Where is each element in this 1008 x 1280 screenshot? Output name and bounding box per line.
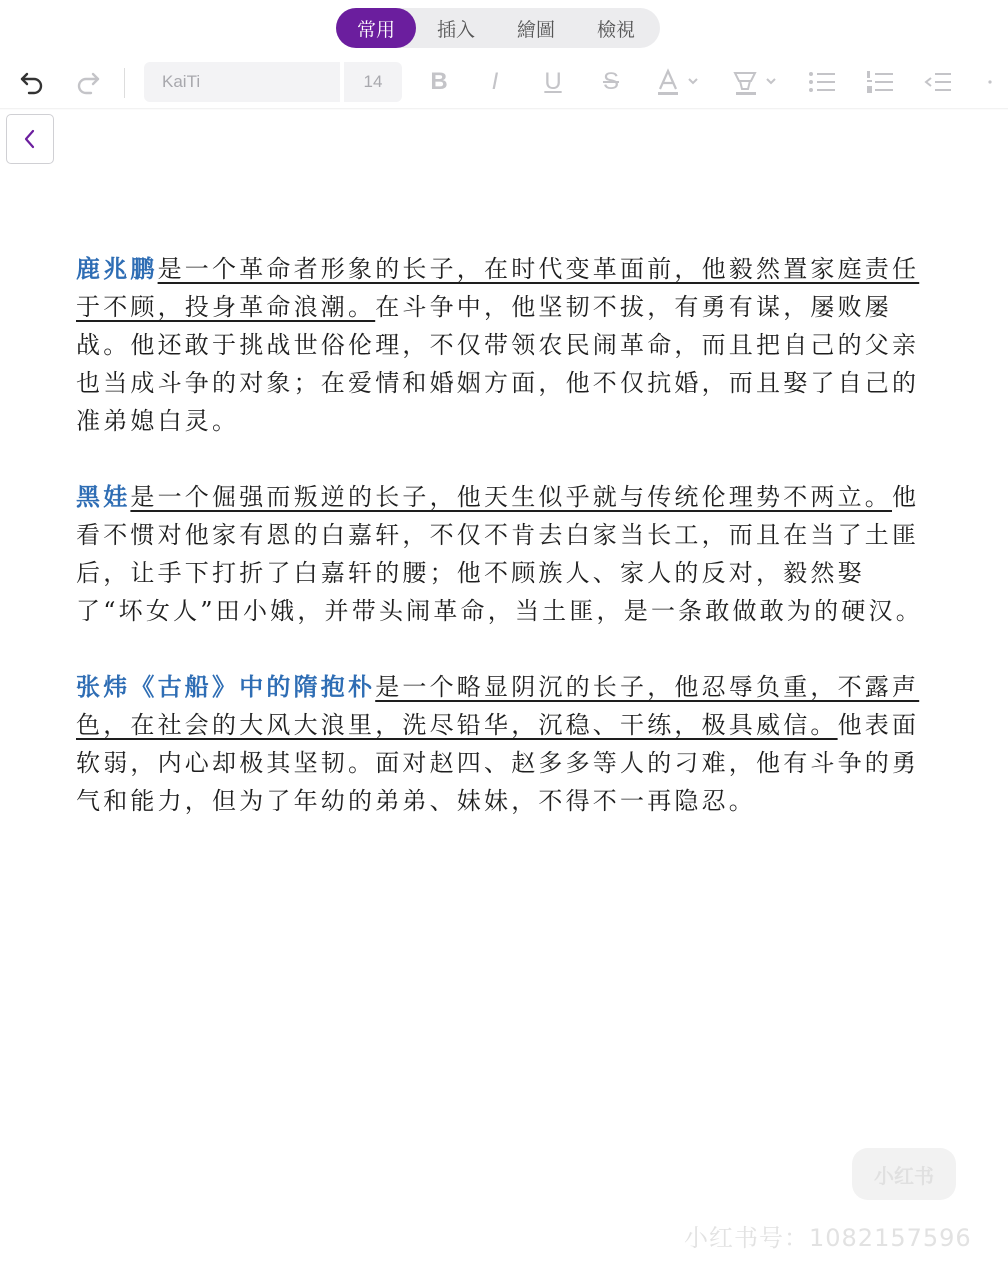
font-name-field[interactable]: KaiTi (144, 62, 340, 102)
chevron-left-icon (22, 127, 38, 151)
watermark-id: 小红书号：1082157596 (684, 1224, 972, 1252)
paragraph-lu-zhaopeng (76, 250, 926, 440)
back-button[interactable] (6, 114, 54, 164)
underline-button[interactable]: U (544, 68, 562, 95)
toolbar-divider (124, 68, 125, 98)
more-dots-icon[interactable] (980, 56, 1000, 108)
tab-insert[interactable]: 插入 (436, 18, 475, 41)
toolbar-shadow (0, 108, 1008, 110)
tab-home[interactable]: 常用 (336, 8, 416, 48)
redo-icon[interactable] (72, 56, 104, 108)
character-name: 张炜《古船》中的隋抱朴 (76, 672, 376, 701)
undo-icon[interactable] (16, 56, 48, 108)
underlined-text: 是一个略显阴沉的长子，他忍辱负重，不露声色，在社会的大风大浪里，洗尽铅华，沉稳、干练，极具威信。 (76, 673, 920, 739)
underlined-text: 是一个倔强而叛逆的长子，他天生似乎就与传统伦理势不两立。 (130, 483, 893, 511)
character-name: 鹿兆鹏 (76, 254, 158, 283)
font-color-button[interactable] (652, 56, 704, 108)
ribbon-tab-bar (336, 8, 660, 48)
tab-draw[interactable]: 繪圖 (516, 18, 555, 41)
font-color-icon (653, 67, 703, 97)
font-size-field[interactable]: 14 (344, 62, 402, 102)
highlighter-icon (731, 67, 781, 97)
paragraph-sui-baopu (76, 668, 926, 820)
tab-view[interactable]: 檢視 (596, 18, 635, 41)
formatting-toolbar (0, 56, 1008, 108)
paragraph-text: 他看不惯对他家有恩的白嘉轩，不仅不肯去白家当长工，而且在当了土匪后，让手下打折了白嘉轩的腰；他不顾族人、家人的反对，毅然娶了“坏女人”田小娥，并带头闹革命，当土匪，是一条敢做敢为的硬汉。 (76, 483, 923, 625)
bulleted-list-icon[interactable] (806, 56, 838, 108)
strikethrough-button[interactable]: S (602, 68, 619, 95)
outdent-icon[interactable] (922, 56, 954, 108)
underlined-text: 是一个革命者形象的长子，在时代变革面前，他毅然置家庭责任于不顾，投身革命浪潮。 (76, 255, 920, 321)
character-name: 黑娃 (76, 482, 131, 511)
paragraph-hei-wa (76, 478, 926, 630)
italic-button[interactable]: I (491, 68, 499, 95)
highlighter-button[interactable] (730, 56, 782, 108)
paragraph-text: 在斗争中，他坚韧不拔，有勇有谋，屡败屡战。他还敢于挑战世俗伦理，不仅带领农民闹革命，而且把自己的父亲也当成斗争的对象；在爱情和婚姻方面，他不仅抗婚，而且娶了自己的准弟媳白灵。 (76, 293, 920, 435)
bold-button[interactable]: B (430, 68, 448, 95)
document-body[interactable] (76, 250, 926, 858)
numbered-list-icon[interactable] (864, 56, 896, 108)
watermark-logo: 小红书 (852, 1148, 956, 1200)
paragraph-text: 他表面软弱，内心却极其坚韧。面对赵四、赵多多等人的刁难，他有斗争的勇气和能力，但为了年幼的弟弟、妹妹，不得不一再隐忍。 (76, 711, 920, 815)
